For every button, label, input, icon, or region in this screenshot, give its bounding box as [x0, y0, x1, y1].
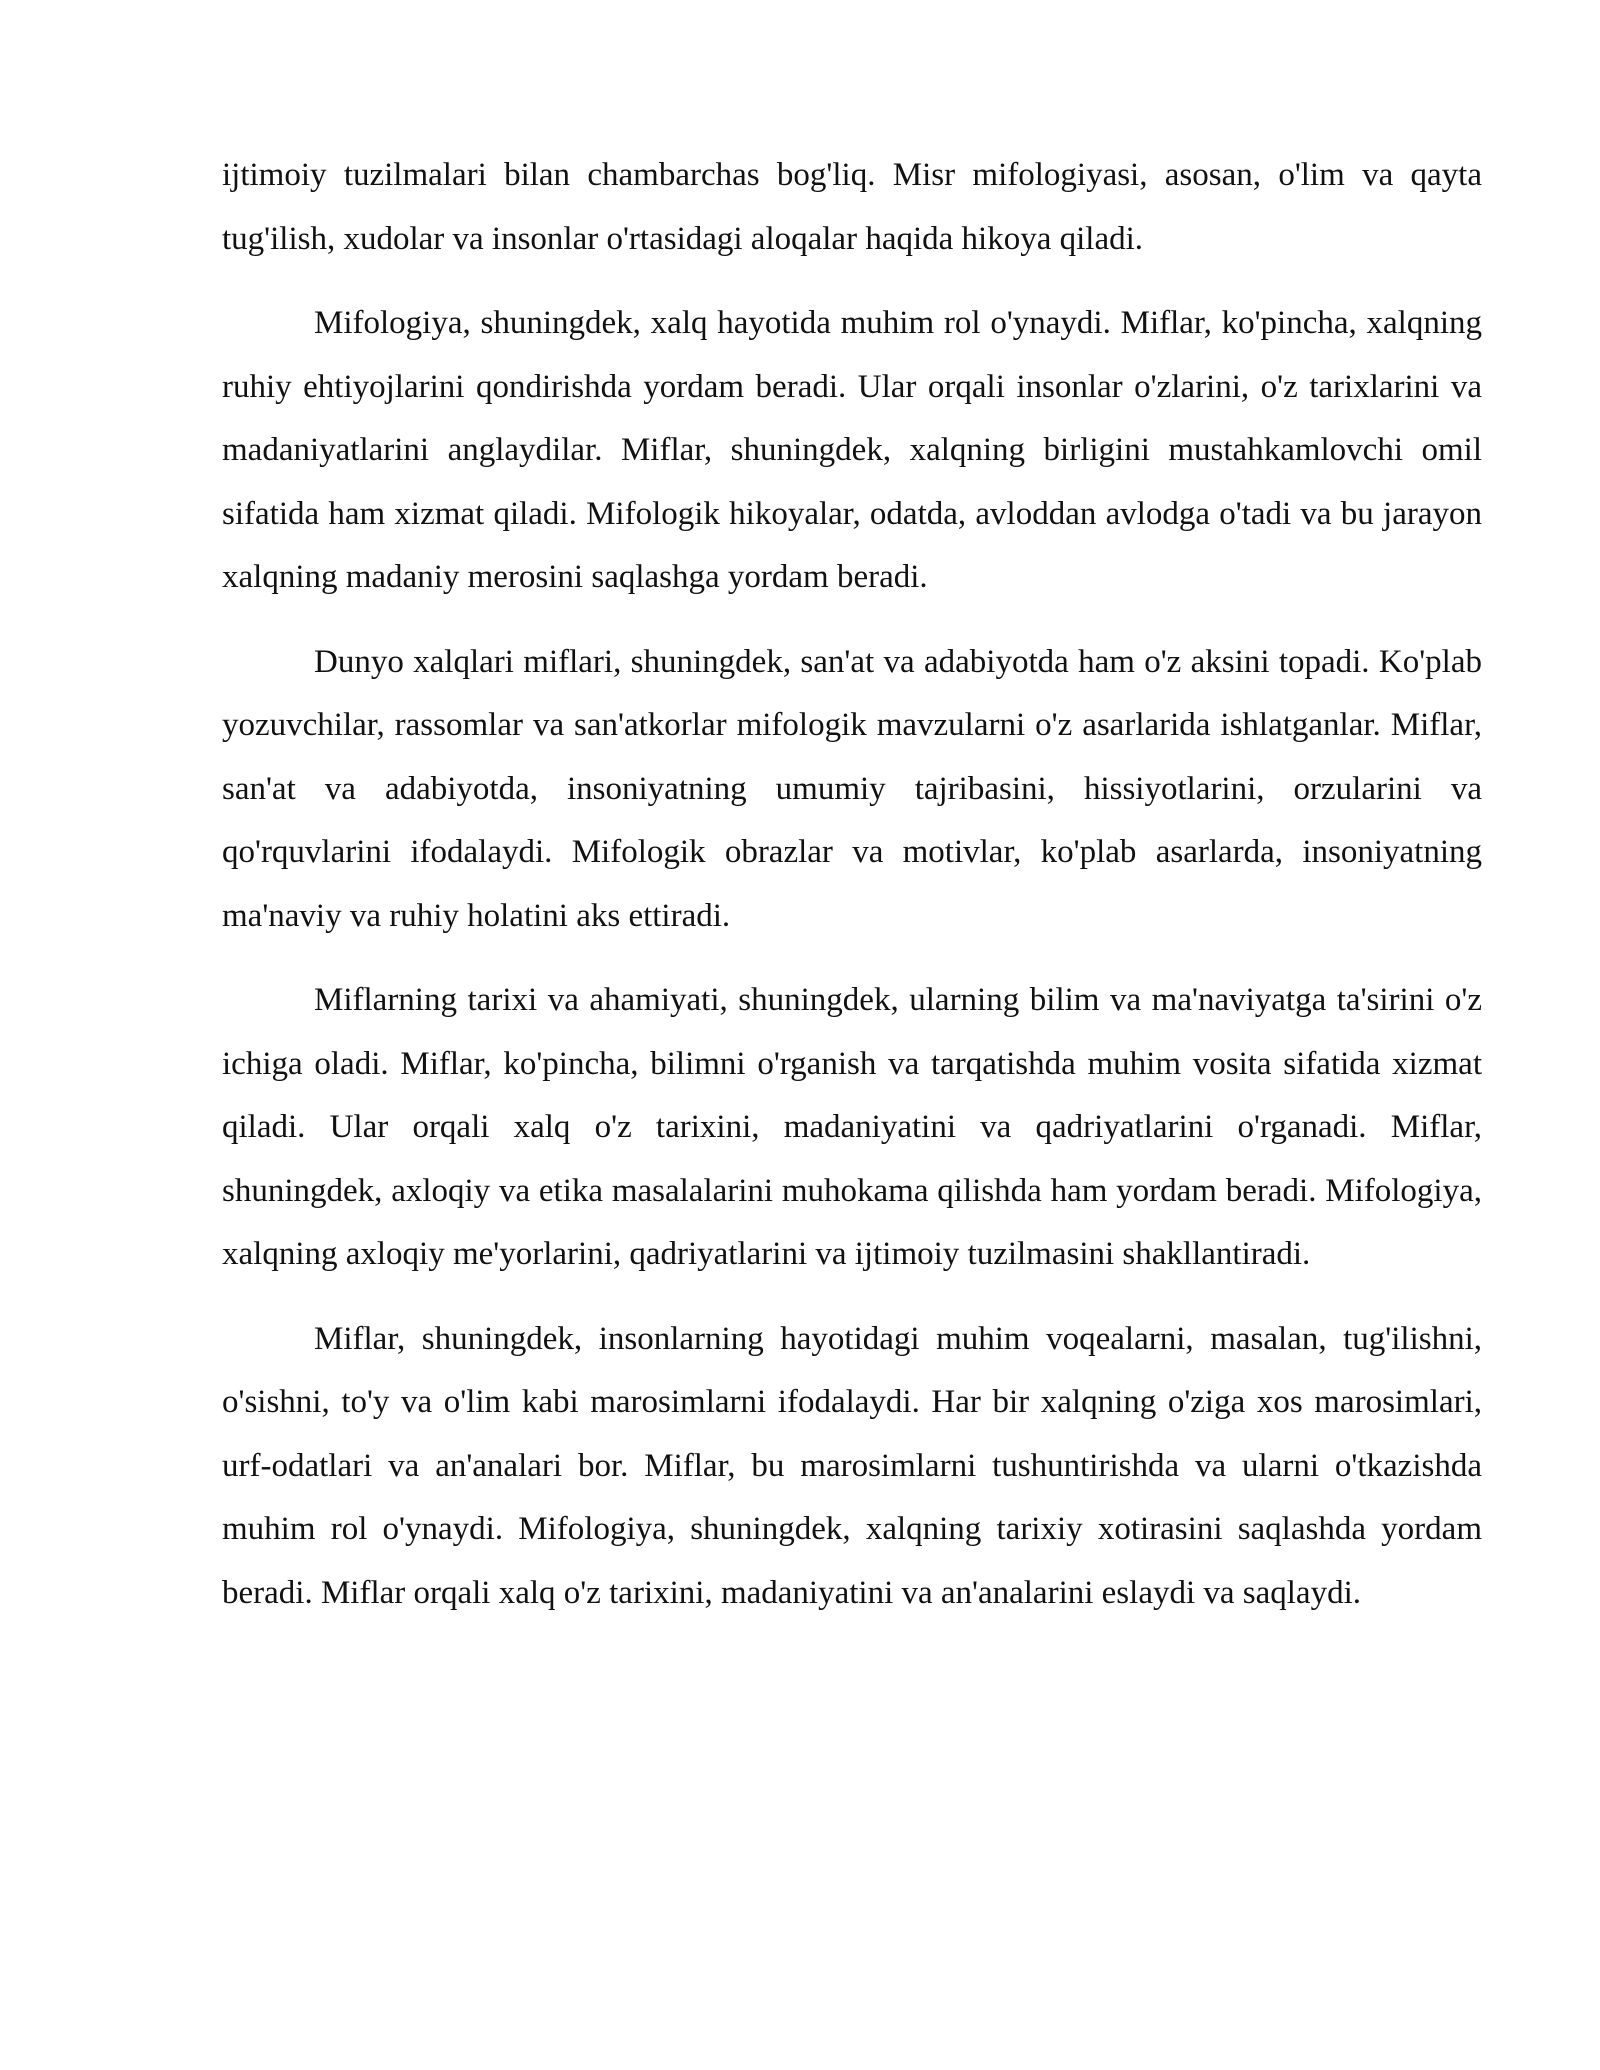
- paragraph-mythology-role: Mifologiya, shuningdek, xalq hayotida muhim rol o'ynaydi. Miflar, ko'pincha, xalqning ruhiy ehtiyojlarini qondirishda yordam beradi. Ular orqali insonlar o'zlarini, o'z tarixlarini va madaniyatlarini anglaydilar. Miflar, shuningdek, xalqning birligini mustahkamlovchi omil sifatida ham xizmat qiladi. Mifologik hikoyalar, odatda, avloddan avlodga o'tadi va bu jarayon xalqning madaniy merosini saqlashga yordam beradi.: [222, 305, 1482, 595]
- paragraph-art-literature: Dunyo xalqlari miflari, shuningdek, san'at va adabiyotda ham o'z aksini topadi. Ko'plab yozuvchilar, rassomlar va san'atkorlar mifologik mavzularni o'z asarlarida ishlatganlar. Miflar, san'at va adabiyotda, insoniyatning umumiy tajribasini, hissiyotlarini, orzularini va qo'rquvlarini ifodalaydi. Mifologik obrazlar va motivlar, ko'plab asarlarda, insoniyatning ma'naviy va ruhiy holatini aks ettiradi.: [222, 643, 1482, 934]
- paragraph-history-significance: Miflarning tarixi va ahamiyati, shuningdek, ularning bilim va ma'naviyatga ta'sirini o'z ichiga oladi. Miflar, ko'pincha, bilimni o'rganish va tarqatishda muhim vosita sifatida xizmat qiladi. Ular orqali xalq o'z tarixini, madaniyatini va qadriyatlarini o'rganadi. Miflar, shuningdek, axloqiy va etika masalalarini muhokama qilishda ham yordam beradi. Mifologiya, xalqning axloqiy me'yorlarini, qadriyatlarini va ijtimoiy tuzilmasini shakllantiradi.: [222, 982, 1482, 1272]
- paragraph-rituals: Miflar, shuningdek, insonlarning hayotidagi muhim voqealarni, masalan, tug'ilishni, o'sishni, to'y va o'lim kabi marosimlarni ifodalaydi. Har bir xalqning o'ziga xos marosimlari, urf-odatlari va an'analari bor. Miflar, bu marosimlarni tushuntirishda va ularni o'tkazishda muhim rol o'ynaydi. Mifologiya, shuningdek, xalqning tarixiy xotirasini saqlashda yordam beradi. Miflar orqali xalq o'z tarixini, madaniyatini va an'analarini eslaydi va saqlaydi.: [222, 1320, 1482, 1611]
- document-body: [222, 144, 1482, 1646]
- paragraph-continued: ijtimoiy tuzilmalari bilan chambarchas bog'liq. Misr mifologiyasi, asosan, o'lim va qayta tug'ilish, xudolar va insonlar o'rtasidagi aloqalar haqida hikoya qiladi.: [222, 157, 1482, 257]
